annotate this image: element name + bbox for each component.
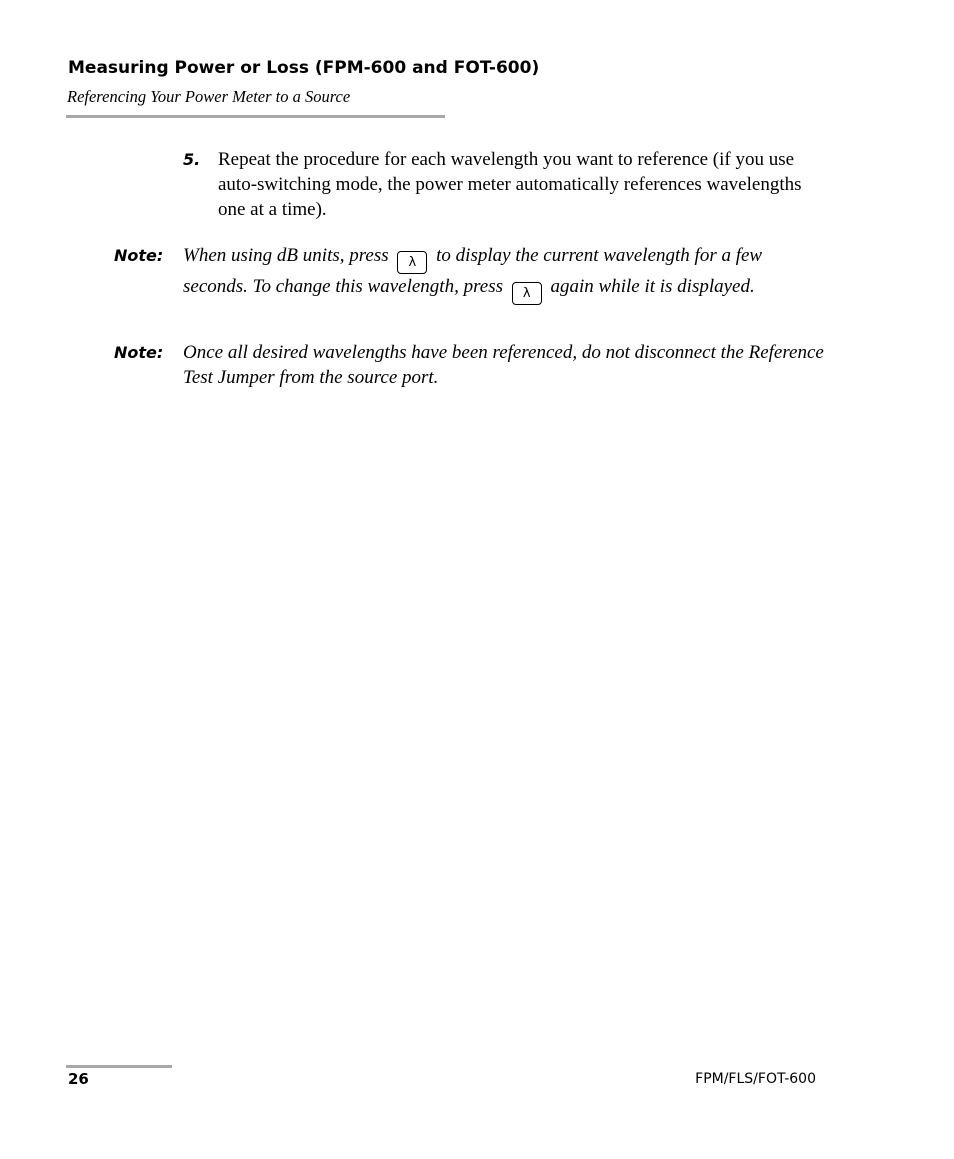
lambda-key-icon: λ xyxy=(397,251,427,274)
note-body xyxy=(183,243,826,305)
footer-divider xyxy=(66,1065,172,1068)
page-number: 26 xyxy=(68,1070,89,1088)
note-wavelength-display xyxy=(114,243,826,305)
note-label: Note: xyxy=(114,246,164,265)
header-divider xyxy=(66,115,445,118)
note-text-part1: When using dB units, press xyxy=(183,245,389,266)
section-subtitle: Referencing Your Power Meter to a Source xyxy=(67,87,351,106)
note-text-part3: again while it is displayed. xyxy=(550,276,755,297)
product-name: FPM/FLS/FOT-600 xyxy=(695,1071,816,1087)
note-text-part2: to display the current wavelength for a few seconds. To change this wavelength, press xyxy=(183,245,763,297)
procedure-step xyxy=(183,147,823,222)
lambda-key-icon: λ xyxy=(512,282,542,305)
step-text: Repeat the procedure for each wavelength you want to reference (if you use auto-switching mode, the power meter automatically references wavelengths one at a time). xyxy=(218,149,802,220)
note-label: Note: xyxy=(114,343,164,362)
section-title: Measuring Power or Loss (FPM-600 and FOT-600) xyxy=(68,58,540,78)
note-body: Once all desired wavelengths have been referenced, do not disconnect the Reference Test Jumper from the source port. xyxy=(183,342,824,388)
step-number: 5. xyxy=(183,150,201,169)
note-reference-jumper xyxy=(114,340,826,390)
